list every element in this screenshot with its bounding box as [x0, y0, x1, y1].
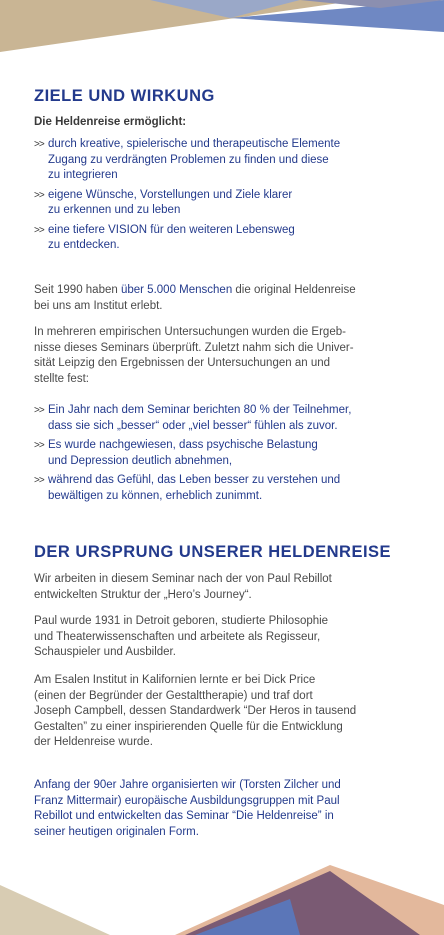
origin-paragraph-4: Anfang der 90er Jahre organisierten wir (Torsten Zilcher und Franz Mittermair) europäische Ausbildungsgruppen mit Paul Rebillot und entwickelten das Seminar “Die Heldenreise” in seiner heutigen originalen Form. [34, 779, 341, 838]
findings-list [34, 403, 414, 508]
top-decoration [0, 0, 444, 60]
study-paragraph: In mehreren empirischen Untersuchungen wurden die Ergeb- nisse dieses Seminars überprüft. Zuletzt nahm sich die Univer- sität Leipzig den Ergebnissen der Untersuchungen an und stellte fest: [34, 326, 354, 385]
bottom-decoration [0, 865, 444, 935]
goals-list [34, 137, 414, 258]
list-item: >> Es wurde nachgewiesen, dass psychische Belastung und Depression deutlich abnehmen, [34, 439, 318, 467]
bullet-marker: >> [34, 224, 44, 236]
highlight-count: über 5.000 Menschen [120, 284, 233, 296]
list-item: >> während das Gefühl, das Leben besser zu verstehen und bewältigen zu können, erheblich zunimmt. [34, 474, 341, 502]
bullet-marker: >> [34, 189, 44, 201]
origin-paragraph-2: Paul wurde 1931 in Detroit geboren, studierte Philosophie und Theaterwissenschaften und arbeitete als Regisseur, Schauspieler und Ausbilder. [34, 615, 329, 658]
section-heading-origin: DER URSPRUNG UNSERER HELDENREISE [34, 543, 392, 561]
origin-paragraph-3: Am Esalen Institut in Kalifornien lernte er bei Dick Price (einen der Begründer der Gestalttherapie) und traf dort Joseph Campbell, dessen Standardwerk “Der Heros in tausend Gestalten” zu einer inspirierenden Quelle für die Entwicklung der Heldenreise wurde. [34, 674, 357, 748]
lead-text: Die Heldenreise ermöglicht: [34, 116, 187, 128]
bullet-marker: >> [34, 475, 44, 486]
bullet-marker: >> [34, 440, 44, 451]
list-item: >> eine tiefere VISION für den weiteren Lebensweg zu entdecken. [34, 223, 295, 251]
list-item: >> Ein Jahr nach dem Seminar berichten 80 % der Teilnehmer, dass sie sich „besser“ oder „viel besser“ fühlen als zuvor. [34, 404, 352, 432]
origin-paragraph-1: Wir arbeiten in diesem Seminar nach der von Paul Rebillot entwickelten Struktur der „Hero’s Journey“. [34, 573, 332, 601]
section-heading-goals: ZIELE UND WIRKUNG [34, 87, 215, 105]
list-item: >> durch kreative, spielerische und therapeutische Elemente Zugang zu verdrängten Problemen zu finden und diese zu integrieren [34, 138, 341, 181]
bullet-marker: >> [34, 139, 44, 150]
intro-paragraph: Seit 1990 haben über 5.000 Menschen die original Heldenreise bei uns am Institut erlebt. [34, 284, 356, 312]
list-item: >> eigene Wünsche, Vorstellungen und Ziele klarer zu erkennen und zu leben [34, 188, 293, 216]
bullet-marker: >> [34, 405, 44, 416]
